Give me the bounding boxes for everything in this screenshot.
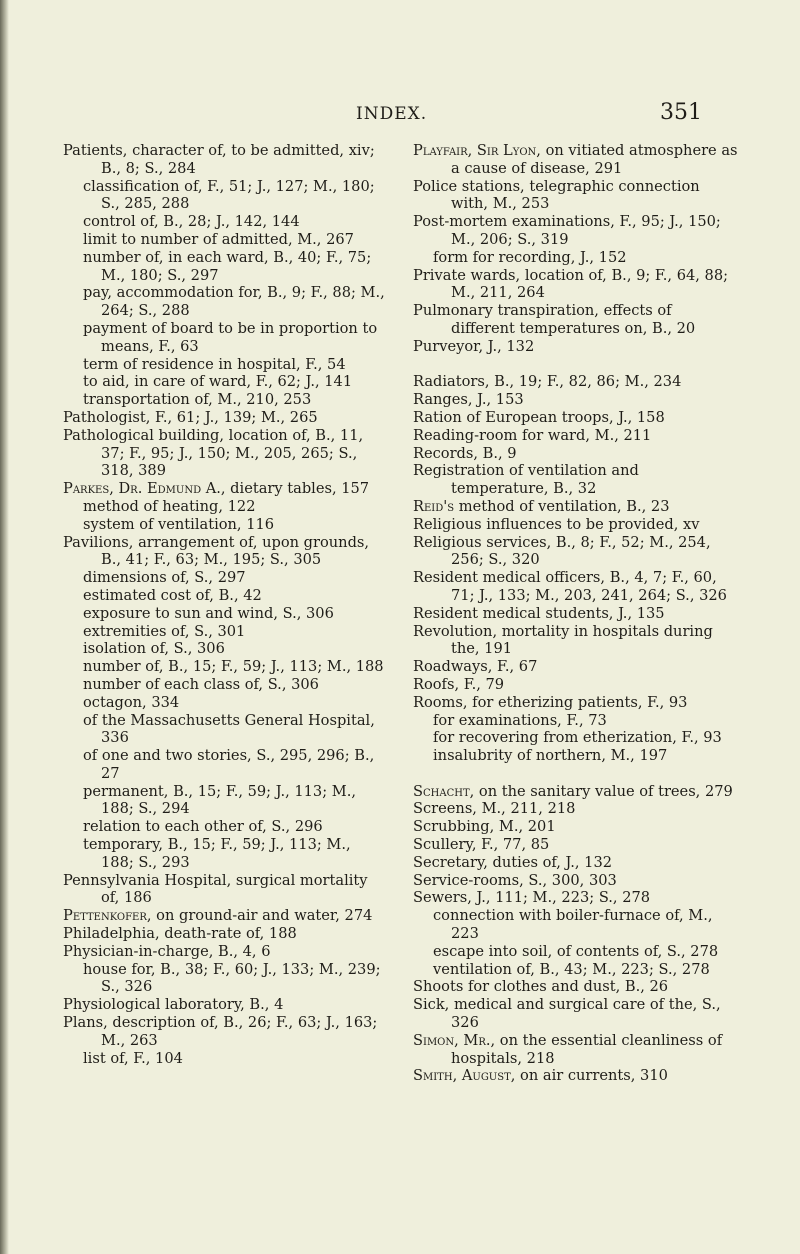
index-entry-text: Physiological laboratory, B., 4 [63,996,284,1014]
index-subentry [63,694,385,712]
index-entry-text: isolation of, S., 306 [83,640,225,658]
index-entry [413,569,738,605]
index-entry-text: Screens, M., 211, 218 [413,800,576,818]
index-entry-text: Reading-room for ward, M., 211 [413,426,652,444]
index-entry [413,462,738,498]
index-entry [63,925,385,943]
index-subentry [63,1050,385,1068]
index-entry-text: extremities of, S., 301 [83,622,246,640]
running-title: INDEX. [356,104,428,124]
index-entry-text: connection with boiler-furnace of, M., 223 [433,907,713,943]
index-entry-text: Rooms, for etherizing patients, F., 93 [413,693,688,711]
index-entry [413,178,738,214]
index-entry-text: dietary tables, 157 [225,480,370,498]
index-entry-text: method of heating, 122 [83,497,256,515]
index-entry-text: on the sanitary value of trees, 279 [474,782,733,800]
index-entry-text: Private wards, location of, B., 9; F., 64, 88; M., 211, 264 [413,266,729,302]
index-entry [413,694,738,712]
index-subentry [63,818,385,836]
index-entry [63,427,385,480]
index-entry [413,516,738,534]
index-subentry [413,712,738,730]
index-column-right [413,142,738,1085]
index-subentry [63,249,385,285]
index-entry-name: Smith, August, [413,1067,516,1085]
index-subentry [413,249,738,267]
index-entry-text: dimensions of, S., 297 [83,569,246,587]
index-entry [413,676,738,694]
index-subentry [63,569,385,587]
index-subentry [63,231,385,249]
index-subentry [63,676,385,694]
index-subentry [63,623,385,641]
index-entry-name: Reid's [413,497,455,515]
index-subentry [63,284,385,320]
index-entry-name: Pettenkofer, [63,907,152,925]
index-entry-text: of one and two stories, S., 295, 296; B., 27 [83,747,375,782]
index-subentry [63,961,385,997]
index-entry [63,409,385,427]
index-entry [63,907,385,925]
index-entry-text: estimated cost of, B., 42 [83,586,262,604]
index-entry-text: Scullery, F., 77, 85 [413,836,550,854]
index-entry-text: number of, in each ward, B., 40; F., 75; M., 180; S., 297 [83,248,372,284]
index-entry-text: Sick, medical and surgical care of the, S., 326 [413,996,721,1032]
index-entry [413,373,738,391]
index-subentry [413,961,738,979]
index-entry-text: Revolution, mortality in hospitals during the, 191 [413,622,713,658]
index-entry-text: Resident medical officers, B., 4, 7; F., 60, 71; J., 133; M., 203, 241, 264; S., 326 [413,569,727,604]
index-entry-text: on vitiated atmosphere as a cause of disease, 291 [451,142,738,177]
index-entry-text: on the essential cleanliness of hospitals, 218 [451,1031,723,1067]
index-entry-text: Physician-in-charge, B., 4, 6 [63,942,271,960]
index-entry [413,836,738,854]
index-subentry [63,587,385,605]
index-entry [413,783,738,801]
index-entry-text: temporary, B., 15; F., 59; J., 113; M., 188; S., 293 [83,836,351,871]
index-entry-text: insalubrity of northern, M., 197 [433,747,668,765]
index-entry-text: Registration of ventilation and temperature, B., 32 [413,462,639,498]
index-entry-text: limit to number of admitted, M., 267 [83,230,354,248]
index-entry [413,267,738,303]
index-entry [63,996,385,1014]
index-entry [413,427,738,445]
index-entry-text: Ration of European troops, J., 158 [413,408,665,426]
index-entry [63,943,385,961]
index-entry-text: transportation of, M., 210, 253 [83,391,312,409]
index-entry-name: Parkes, Dr. Edmund A., [63,480,226,498]
index-entry [413,1067,738,1085]
index-entry-text: on air currents, 310 [515,1067,668,1085]
index-entry-text: Philadelphia, death-rate of, 188 [63,925,297,943]
index-subentry [63,373,385,391]
index-entry [413,800,738,818]
index-entry [413,302,738,338]
index-entry-text: number of each class of, S., 306 [83,675,319,693]
index-entry-name: Schacht, [413,782,475,800]
index-subentry [63,356,385,374]
index-entry-text: Patients, character of, to be admitted, xiv; B., 8; S., 284 [63,142,375,177]
index-entry-text: system of ventilation, 116 [83,515,275,533]
index-entry-text: method of ventilation, B., 23 [454,497,670,515]
index-subentry [63,747,385,783]
index-entry-text: for recovering from etherization, F., 93 [433,729,722,747]
index-entry-text: Post-mortem examinations, F., 95; J., 150; M., 206; S., 319 [413,213,721,248]
index-entry-text: classification of, F., 51; J., 127; M., 180; S., 285, 288 [83,177,375,213]
index-entry-text: for examinations, F., 73 [433,711,607,729]
index-entry-text: control of, B., 28; J., 142, 144 [83,213,300,231]
index-entry-text: house for, B., 38; F., 60; J., 133; M., 239; S., 326 [83,960,381,996]
index-entry [63,480,385,498]
index-entry [413,534,738,570]
index-subentry [63,213,385,231]
index-entry [63,872,385,908]
index-entry-text: Plans, description of, B., 26; F., 63; J., 163; M., 263 [63,1014,378,1049]
index-entry [413,605,738,623]
index-entry-text: Ranges, J., 153 [413,391,524,409]
index-entry [413,445,738,463]
index-entry [413,142,738,178]
index-entry-text: to aid, in care of ward, F., 62; J., 141 [83,373,353,391]
index-subentry [63,640,385,658]
index-entry-text: escape into soil, of contents of, S., 278 [433,942,719,960]
index-entry-text: Pathologist, F., 61; J., 139; M., 265 [63,408,318,426]
index-entry-text: permanent, B., 15; F., 59; J., 113; M., 188; S., 294 [83,782,356,818]
index-entry-text: of the Massachusetts General Hospital, 336 [83,711,375,747]
index-subentry [63,836,385,872]
index-entry [63,1014,385,1050]
index-entry-text: Sewers, J., 111; M., 223; S., 278 [413,889,651,907]
index-subentry [63,712,385,748]
index-entry-name: Playfair, Sir Lyon, [413,142,541,159]
index-entry-text: octagon, 334 [83,693,180,711]
index-subentry [63,178,385,214]
index-entry [413,498,738,516]
index-entry-text: on ground-air and water, 274 [151,907,373,925]
index-subentry [63,605,385,623]
index-entry [413,391,738,409]
index-entry-text: Pathological building, location of, B., 11, 37; F., 95; J., 150; M., 205, 265; S., 318, 389 [63,426,364,480]
index-entry-text: Radiators, B., 19; F., 82, 86; M., 234 [413,373,682,391]
index-entry [413,1032,738,1068]
index-entry-text: form for recording, J., 152 [433,248,627,266]
index-subentry [63,783,385,819]
index-entry-text: Secretary, duties of, J., 132 [413,853,613,871]
page-number: 351 [660,100,702,125]
index-subentry [413,729,738,747]
index-entry [413,409,738,427]
index-subentry [413,907,738,943]
index-entry-text: Pavilions, arrangement of, upon grounds, B., 41; F., 63; M., 195; S., 305 [63,533,370,569]
index-entry-text: Religious services, B., 8; F., 52; M., 254, 256; S., 320 [413,533,711,569]
index-entry [413,818,738,836]
index-entry-text: Service-rooms, S., 300, 303 [413,871,617,889]
index-entry-text: number of, B., 15; F., 59; J., 113; M., 188 [83,658,384,676]
index-subentry [63,516,385,534]
index-entry-name: Simon, Mr., [413,1031,496,1049]
index-subentry [63,498,385,516]
index-entry-text: Roadways, F., 67 [413,658,538,676]
index-subentry [413,943,738,961]
index-entry-text: list of, F., 104 [83,1049,183,1067]
page-binding-edge [0,0,9,1254]
index-entry-text: payment of board to be in proportion to means, F., 63 [83,319,378,355]
index-entry [63,534,385,570]
index-entry-text: Police stations, telegraphic connection with, M., 253 [413,177,700,213]
index-entry-text: ventilation of, B., 43; M., 223; S., 278 [433,960,710,978]
index-entry-text: term of residence in hospital, F., 54 [83,355,346,373]
index-entry-text: Pennsylvania Hospital, surgical mortality of, 186 [63,871,368,907]
index-entry-text: pay, accommodation for, B., 9; F., 88; M., 264; S., 288 [83,284,385,320]
index-entry-text: Roofs, F., 79 [413,675,505,693]
index-entry-text: Shoots for clothes and dust, B., 26 [413,978,669,996]
index-entry-text: Religious influences to be provided, xv [413,515,700,533]
index-entry [413,978,738,996]
index-entry [413,213,738,249]
page-header [0,100,800,130]
index-entry [413,854,738,872]
index-entry [413,996,738,1032]
index-entry-text: relation to each other of, S., 296 [83,818,323,836]
index-entry [413,338,738,356]
index-entry-text: exposure to sun and wind, S., 306 [83,604,334,622]
index-subentry [63,391,385,409]
index-entry [413,889,738,907]
index-entry-text: Scrubbing, M., 201 [413,818,556,836]
index-entry [413,623,738,659]
index-entry [413,658,738,676]
index-entry-text: Purveyor, J., 132 [413,337,535,355]
index-entry [63,142,385,178]
index-entry-text: Resident medical students, J., 135 [413,604,665,622]
index-entry [413,872,738,890]
index-subentry [63,658,385,676]
index-column-left [63,142,385,1067]
index-subentry [63,320,385,356]
index-entry-text: Records, B., 9 [413,444,517,462]
index-entry-text: Pulmonary transpiration, effects of different temperatures on, B., 20 [413,302,696,337]
index-subentry [413,747,738,765]
